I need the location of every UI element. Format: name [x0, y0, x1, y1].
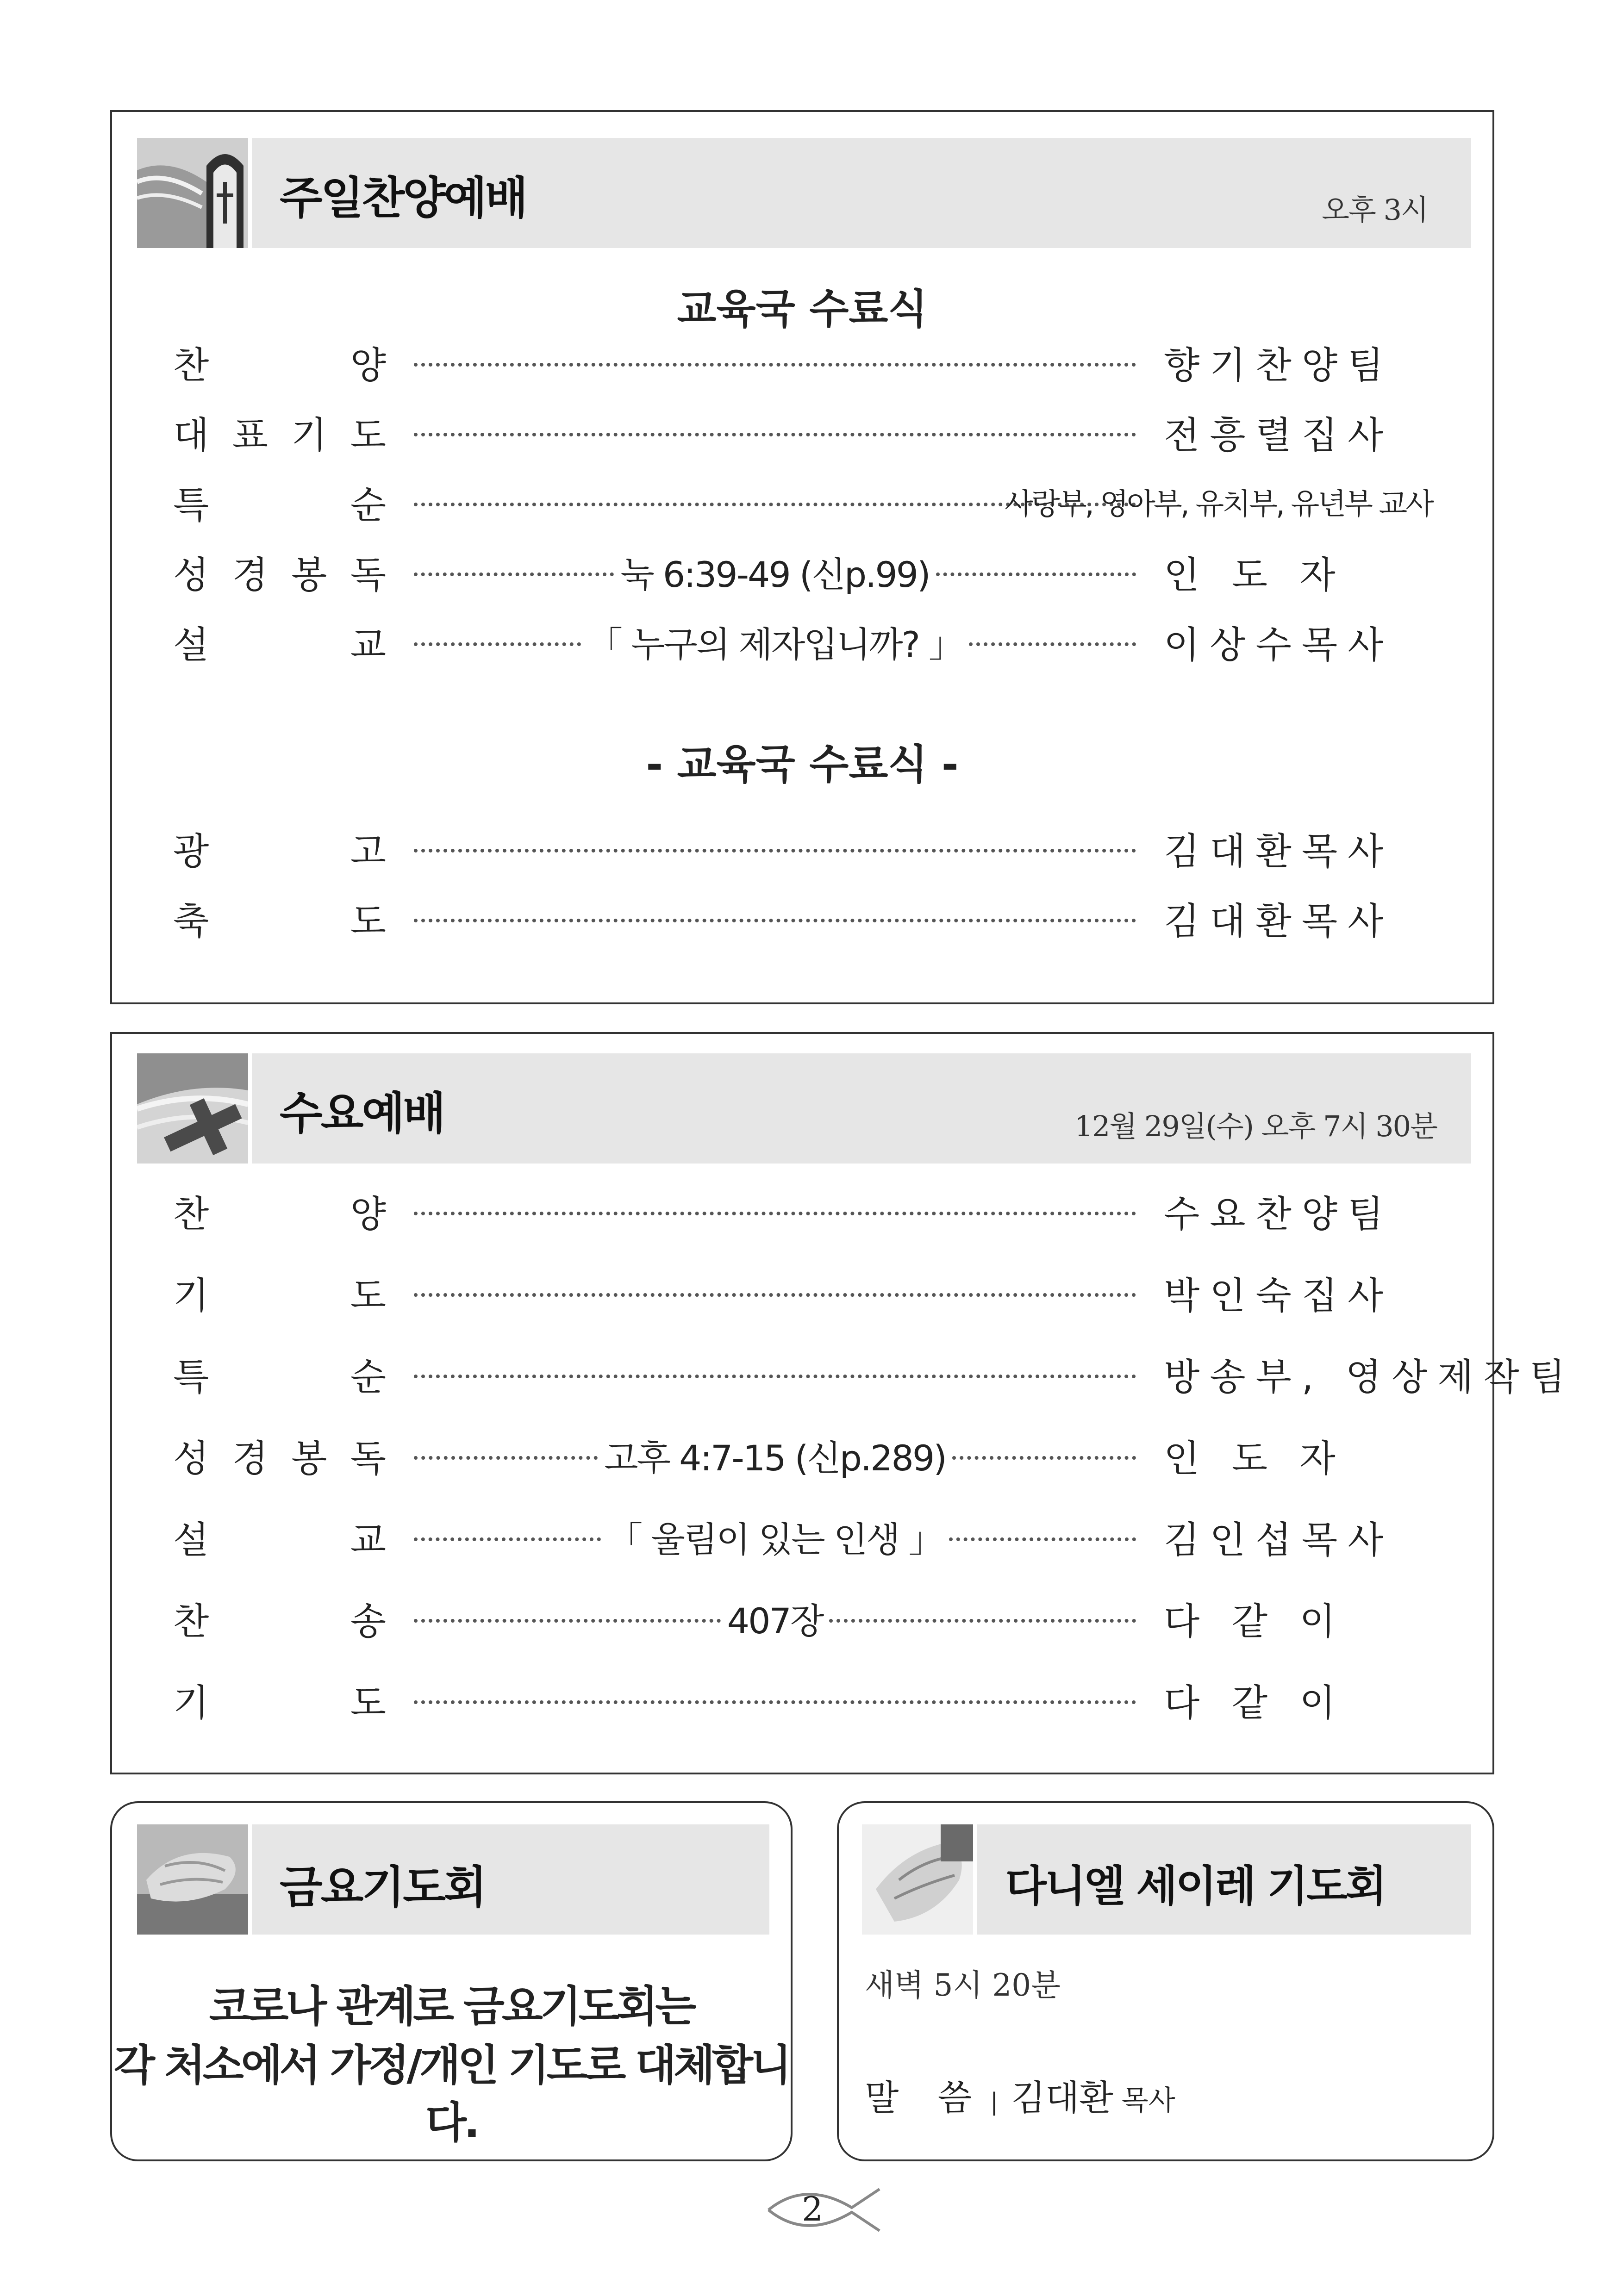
item-label-char: 송 — [350, 1599, 386, 1643]
item-person: 인 도 자 — [1164, 1437, 1346, 1480]
wednesday-title: 수요예배 — [280, 1088, 444, 1139]
item-label-char: 설 — [173, 1518, 209, 1562]
item-person: 수요찬양팀 — [1164, 1192, 1394, 1236]
dotted-leader — [414, 890, 1136, 946]
item-label-char: 양 — [350, 1192, 386, 1236]
item-label-char: 광 — [173, 829, 209, 873]
bible-cross-photo — [137, 138, 248, 248]
item-label-char: 순 — [350, 483, 386, 527]
sunday-time: 오후 3시 — [1322, 193, 1428, 227]
item-detail: 「 누구의 제자입니까? 」 — [587, 623, 963, 665]
item-label — [173, 404, 386, 460]
sunday-service-section — [110, 110, 1494, 1004]
item-label-char: 설 — [173, 623, 209, 666]
dotted-leader — [414, 1427, 1136, 1483]
item-label-char: 기 — [173, 1274, 209, 1317]
item-person: 전흥렬집사 — [1164, 413, 1394, 457]
item-label — [173, 890, 386, 946]
item-label-char: 기 — [173, 1681, 209, 1724]
item-label-char: 양 — [350, 343, 386, 387]
dotted-leader — [414, 820, 1136, 876]
friday-notice-line2: 각 처소에서 가정/개인 기도로 대체합니다. — [114, 2041, 789, 2148]
wednesday-row — [173, 1346, 1576, 1401]
sunday-closing-row — [173, 890, 1432, 946]
daniel-title: 다니엘 세이레 기도회 — [1005, 1861, 1385, 1911]
item-label-char: 경 — [232, 553, 268, 597]
item-detail: 눅 6:39-49 (신p.99) — [620, 554, 930, 595]
dotted-leader — [414, 1346, 1136, 1401]
sunday-closing-row — [173, 820, 1432, 876]
sunday-subtitle: 교육국 수료식 — [677, 285, 928, 333]
bible-cross-photo — [137, 1053, 248, 1164]
wednesday-row — [173, 1264, 1432, 1320]
sunday-row — [173, 614, 1432, 669]
item-label-char: 성 — [173, 553, 209, 597]
item-person: 향기찬양팀 — [1164, 343, 1394, 387]
item-detail: 407장 — [727, 1600, 823, 1642]
praying-hands-photo — [862, 1824, 973, 1935]
sunday-title: 주일찬양예배 — [280, 172, 526, 224]
sunday-row — [173, 544, 1432, 599]
item-person: 사랑부, 영아부, 유치부, 유년부 교사 — [1005, 487, 1432, 522]
item-label-char: 교 — [350, 623, 386, 666]
wednesday-row — [173, 1672, 1432, 1727]
item-person: 이상수목사 — [1164, 623, 1394, 666]
item-person: 인 도 자 — [1164, 553, 1346, 597]
item-label-char: 도 — [350, 1681, 386, 1724]
item-label-char: 도 — [350, 899, 386, 943]
item-label-char: 도 — [350, 413, 386, 457]
item-label — [173, 474, 386, 529]
item-label — [173, 1183, 386, 1238]
item-label — [173, 820, 386, 876]
sunday-row — [173, 334, 1432, 390]
item-label-char: 축 — [173, 899, 209, 943]
preacher-title: 목사 — [1121, 2084, 1175, 2117]
item-label-char: 특 — [173, 1355, 209, 1399]
item-label-char: 대 — [173, 413, 209, 457]
dotted-leader — [414, 614, 1136, 669]
item-label — [173, 1509, 386, 1564]
item-label — [173, 614, 386, 669]
wednesday-row — [173, 1183, 1432, 1238]
item-label-char: 표 — [232, 413, 268, 457]
item-label-char: 특 — [173, 483, 209, 527]
dotted-leader — [414, 544, 1136, 599]
item-person: 다 같 이 — [1164, 1599, 1346, 1643]
item-label — [173, 1590, 386, 1646]
sunday-row — [173, 474, 1432, 529]
wednesday-row — [173, 1590, 1432, 1646]
sunday-row — [173, 404, 1432, 460]
item-label — [173, 334, 386, 390]
item-label-char: 찬 — [173, 1599, 209, 1643]
praying-hands-photo — [137, 1824, 248, 1935]
ceremony-heading: - 교육국 수료식 - — [646, 740, 959, 788]
wednesday-time: 12월 29일(수) 오후 7시 30분 — [1074, 1109, 1437, 1143]
page-number: 2 — [802, 2190, 823, 2228]
wednesday-service-section — [110, 1032, 1576, 1774]
daniel-prayer-section — [837, 1801, 1494, 2161]
preacher-name: 김대환 — [1011, 2077, 1113, 2118]
item-label-char: 찬 — [173, 343, 209, 387]
item-person: 다 같 이 — [1164, 1681, 1346, 1724]
item-label-char: 봉 — [291, 1437, 327, 1480]
item-label-char: 도 — [350, 1274, 386, 1317]
item-label-char: 독 — [350, 1437, 386, 1480]
item-detail: 고후 4:7-15 (신p.289) — [604, 1437, 946, 1479]
dotted-leader — [414, 334, 1136, 390]
item-label-char: 성 — [173, 1437, 209, 1480]
daniel-time: 새벽 5시 20분 — [865, 1967, 1061, 2003]
wednesday-row — [173, 1427, 1432, 1483]
item-label — [173, 1672, 386, 1727]
item-detail: 「 울림이 있는 인생 」 — [607, 1518, 943, 1560]
item-person: 김대환목사 — [1164, 829, 1394, 873]
item-person: 박인숙집사 — [1164, 1274, 1394, 1317]
item-label — [173, 1264, 386, 1320]
friday-prayer-section — [110, 1801, 793, 2161]
item-label — [173, 544, 386, 599]
word-label: 말 씀 — [865, 2077, 986, 2118]
separator: | — [990, 2088, 999, 2116]
item-label-char: 기 — [291, 413, 327, 457]
item-label-char: 찬 — [173, 1192, 209, 1236]
item-person: 김인섭목사 — [1164, 1518, 1394, 1562]
daniel-sermon-line — [865, 2070, 1175, 2120]
page-number-fish — [759, 2182, 889, 2238]
item-label-char: 순 — [350, 1355, 386, 1399]
dotted-leader — [414, 1672, 1136, 1727]
item-label-char: 교 — [350, 1518, 386, 1562]
dotted-leader — [414, 1183, 1136, 1238]
item-label-char: 봉 — [291, 553, 327, 597]
dotted-leader — [414, 404, 1136, 460]
item-label-char: 독 — [350, 553, 386, 597]
dotted-leader — [414, 1264, 1136, 1320]
item-label-char: 고 — [350, 829, 386, 873]
friday-title: 금요기도회 — [280, 1861, 485, 1913]
item-label — [173, 1346, 386, 1401]
dotted-leader — [414, 1590, 1136, 1646]
dotted-leader — [414, 1509, 1136, 1564]
item-person: 김대환목사 — [1164, 899, 1394, 943]
item-person: 방송부, 영상제작팀 — [1164, 1355, 1576, 1399]
item-label — [173, 1427, 386, 1483]
item-label-char: 경 — [232, 1437, 268, 1480]
friday-notice-line1: 코로나 관계로 금요기도회는 — [209, 1982, 694, 2031]
wednesday-row — [173, 1509, 1432, 1564]
